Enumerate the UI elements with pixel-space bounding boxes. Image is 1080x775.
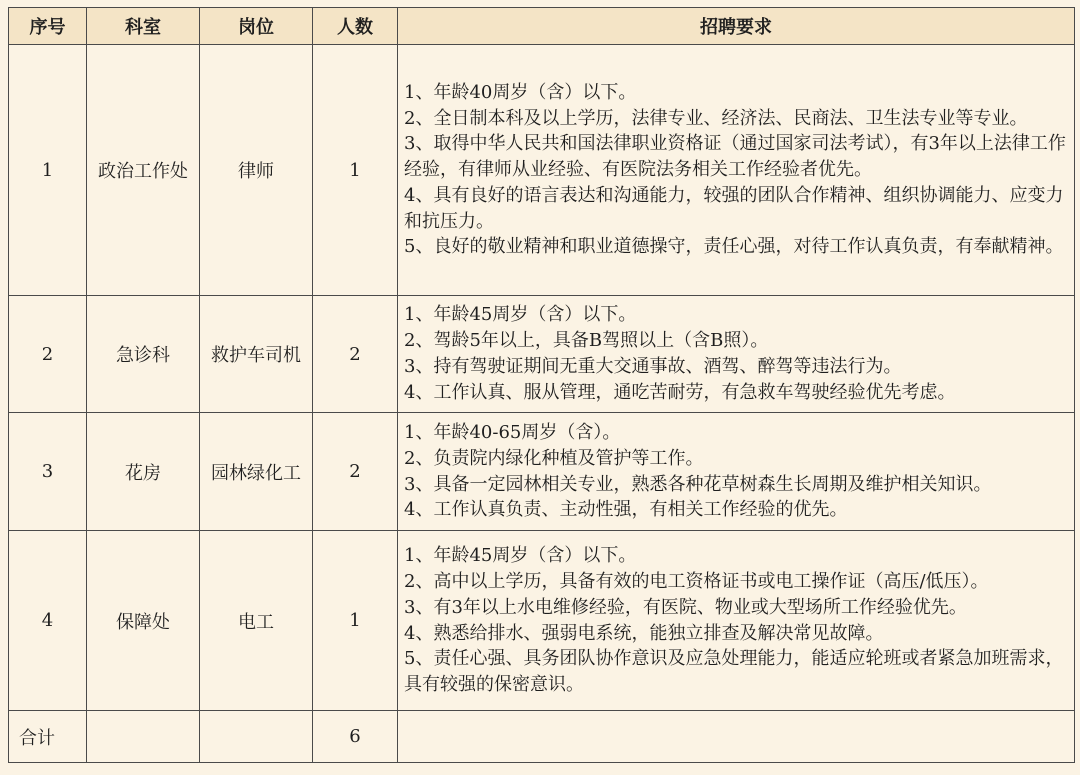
requirement-item: 2、全日制本科及以上学历，法律专业、经济法、民商法、卫生法专业等专业。 (404, 107, 1028, 129)
table-row (9, 413, 1075, 531)
requirement-item: 3、具备一定园林相关专业，熟悉各种花草树森生长周期及维护相关知识。 (404, 473, 992, 495)
row-requirements (398, 531, 1075, 711)
requirement-item: 3、取得中华人民共和国法律职业资格证（通过国家司法考试），有3年以上法律工作经验，有律师从业经验、有医院法务相关工作经验者优先。 (404, 133, 1066, 181)
row-post: 电工 (200, 531, 313, 711)
header-row (9, 8, 1075, 45)
requirement-item: 4、工作认真负责、主动性强，有相关工作经验的优先。 (404, 499, 848, 521)
requirement-item: 2、驾龄5年以上，具备B驾照以上（含B照）。 (404, 330, 769, 352)
row-count: 1 (313, 45, 398, 296)
row-requirements (398, 413, 1075, 531)
row-requirements (398, 45, 1075, 296)
header-dept: 科室 (87, 8, 200, 45)
row-count: 1 (313, 531, 398, 711)
requirement-item: 2、负责院内绿化种植及管护等工作。 (404, 447, 704, 469)
requirement-item: 5、良好的敬业精神和职业道德操守，责任心强，对待工作认真负责，有奉献精神。 (404, 236, 1064, 258)
table-row (9, 531, 1075, 711)
row-no: 4 (9, 531, 87, 711)
row-dept: 保障处 (87, 531, 200, 711)
row-count: 2 (313, 413, 398, 531)
total-row (9, 711, 1075, 763)
row-post: 律师 (200, 45, 313, 296)
total-empty-requirements (398, 711, 1075, 763)
requirement-item: 4、具有良好的语言表达和沟通能力，较强的团队合作精神、组织协调能力、应变力和抗压力。 (404, 184, 1064, 232)
row-post: 救护车司机 (200, 296, 313, 413)
total-label: 合计 (9, 711, 87, 763)
requirement-item: 1、年龄45周岁（含）以下。 (404, 304, 637, 326)
header-post: 岗位 (200, 8, 313, 45)
recruitment-table (8, 7, 1075, 763)
row-no: 3 (9, 413, 87, 531)
requirement-item: 4、熟悉给排水、强弱电系统，能独立排查及解决常见故障。 (404, 622, 884, 644)
row-no: 2 (9, 296, 87, 413)
requirement-item: 3、持有驾驶证期间无重大交通事故、酒驾、醉驾等违法行为。 (404, 356, 902, 377)
row-no: 1 (9, 45, 87, 296)
requirement-item: 3、有3年以上水电维修经验，有医院、物业或大型场所工作经验优先。 (404, 596, 967, 618)
row-count: 2 (313, 296, 398, 413)
requirement-item: 5、责任心强、具务团队协作意识及应急处理能力，能适应轮班或者紧急加班需求，具有较强的保密意识。 (404, 648, 1064, 696)
row-dept: 花房 (87, 413, 200, 531)
header-no: 序号 (9, 8, 87, 45)
requirement-item: 1、年龄45周岁（含）以下。 (404, 545, 637, 567)
table-row (9, 296, 1075, 413)
header-count: 人数 (313, 8, 398, 45)
total-empty-post (200, 711, 313, 763)
row-dept: 急诊科 (87, 296, 200, 413)
requirement-item: 1、年龄40周岁（含）以下。 (404, 81, 637, 103)
row-post: 园林绿化工 (200, 413, 313, 531)
requirement-item: 1、年龄40-65周岁（含）。 (404, 421, 621, 443)
table-row (9, 45, 1075, 296)
total-empty-dept (87, 711, 200, 763)
header-requirements: 招聘要求 (398, 8, 1075, 45)
total-count: 6 (313, 711, 398, 763)
requirement-item: 2、高中以上学历，具备有效的电工资格证书或电工操作证（高压/低压）。 (404, 570, 989, 592)
row-requirements (398, 296, 1075, 413)
requirement-item: 4、工作认真、服从管理，通吃苦耐劳，有急救车驾驶经验优先考虑。 (404, 381, 956, 403)
row-dept: 政治工作处 (87, 45, 200, 296)
